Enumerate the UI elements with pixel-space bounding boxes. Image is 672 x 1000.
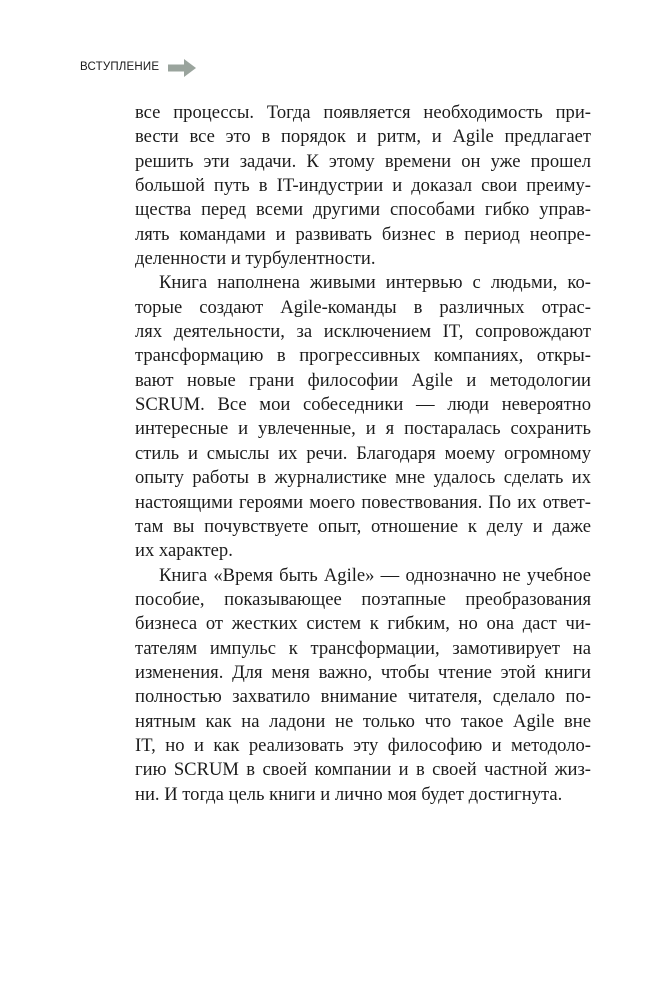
arrow-shape <box>168 59 196 77</box>
text-line: SCRUM. Все мои собеседники — люди невероятно <box>135 394 591 416</box>
text-line: деленности и турбулентности. <box>135 248 376 270</box>
text-line: нятным как на ладони не только что такое Agile вне <box>135 710 591 732</box>
text-line: опыту работы в журналистике мне удалось сделать их <box>135 467 591 489</box>
text-line: тателям импульс к трансформации, замотивирует на <box>135 637 591 659</box>
text-line: трансформацию в прогрессивных компаниях, откры- <box>135 345 591 367</box>
text-line: Книга «Время быть Agile» — однозначно не учебное <box>159 564 591 586</box>
text-line: там вы почувствуете опыт, отношение к делу и даже <box>135 515 591 537</box>
text-line: вести все это в порядок и ритм, и Agile предлагает <box>135 126 591 148</box>
text-line: большой путь в IT-индустрии и доказал свои преиму- <box>135 175 591 197</box>
text-line: стиль и смыслы их речи. Благодаря моему огромному <box>135 442 591 464</box>
paragraph <box>135 101 591 271</box>
running-head <box>80 59 196 77</box>
text-line: щества перед всеми другими способами гибко управ- <box>135 199 591 221</box>
section-label: ВСТУПЛЕНИЕ <box>80 61 160 74</box>
text-line: полностью захватило внимание читателя, сделало по- <box>135 686 591 708</box>
text-line: пособие, показывающее поэтапные преобразования <box>135 588 591 610</box>
text-line: лях деятельности, за исключением IT, сопровождают <box>135 321 591 343</box>
text-line: ни. И тогда цель книги и лично моя будет достигнута. <box>135 783 563 805</box>
text-line: гию SCRUM в своей компании и в своей частной жиз- <box>135 759 591 781</box>
text-line: торые создают Agile-команды в различных отрас- <box>135 296 591 318</box>
paragraph <box>135 271 591 563</box>
text-line: изменения. Для меня важно, чтобы чтение этой книги <box>135 661 591 683</box>
text-line: решить эти задачи. К этому времени он уже прошел <box>135 150 591 172</box>
text-line: их характер. <box>135 540 233 562</box>
text-line: настоящими героями моего повествования. По их ответ- <box>135 491 591 513</box>
right-arrow-icon <box>168 59 196 77</box>
text-line: лять командами и развивать бизнес в период неопре- <box>135 223 591 245</box>
text-line: IT, но и как реализовать эту философию и методоло- <box>135 734 591 756</box>
text-line: вают новые грани философии Agile и методологии <box>135 369 591 391</box>
text-line: интересные и увлеченные, и я постаралась сохранить <box>135 418 591 440</box>
paragraph <box>135 564 591 807</box>
body-text <box>135 101 591 807</box>
text-line: все процессы. Тогда появляется необходимость при- <box>135 102 591 123</box>
text-line: бизнеса от жестких систем к гибким, но она даст чи- <box>135 613 591 635</box>
text-line: Книга наполнена живыми интервью с людьми, ко- <box>159 272 591 294</box>
